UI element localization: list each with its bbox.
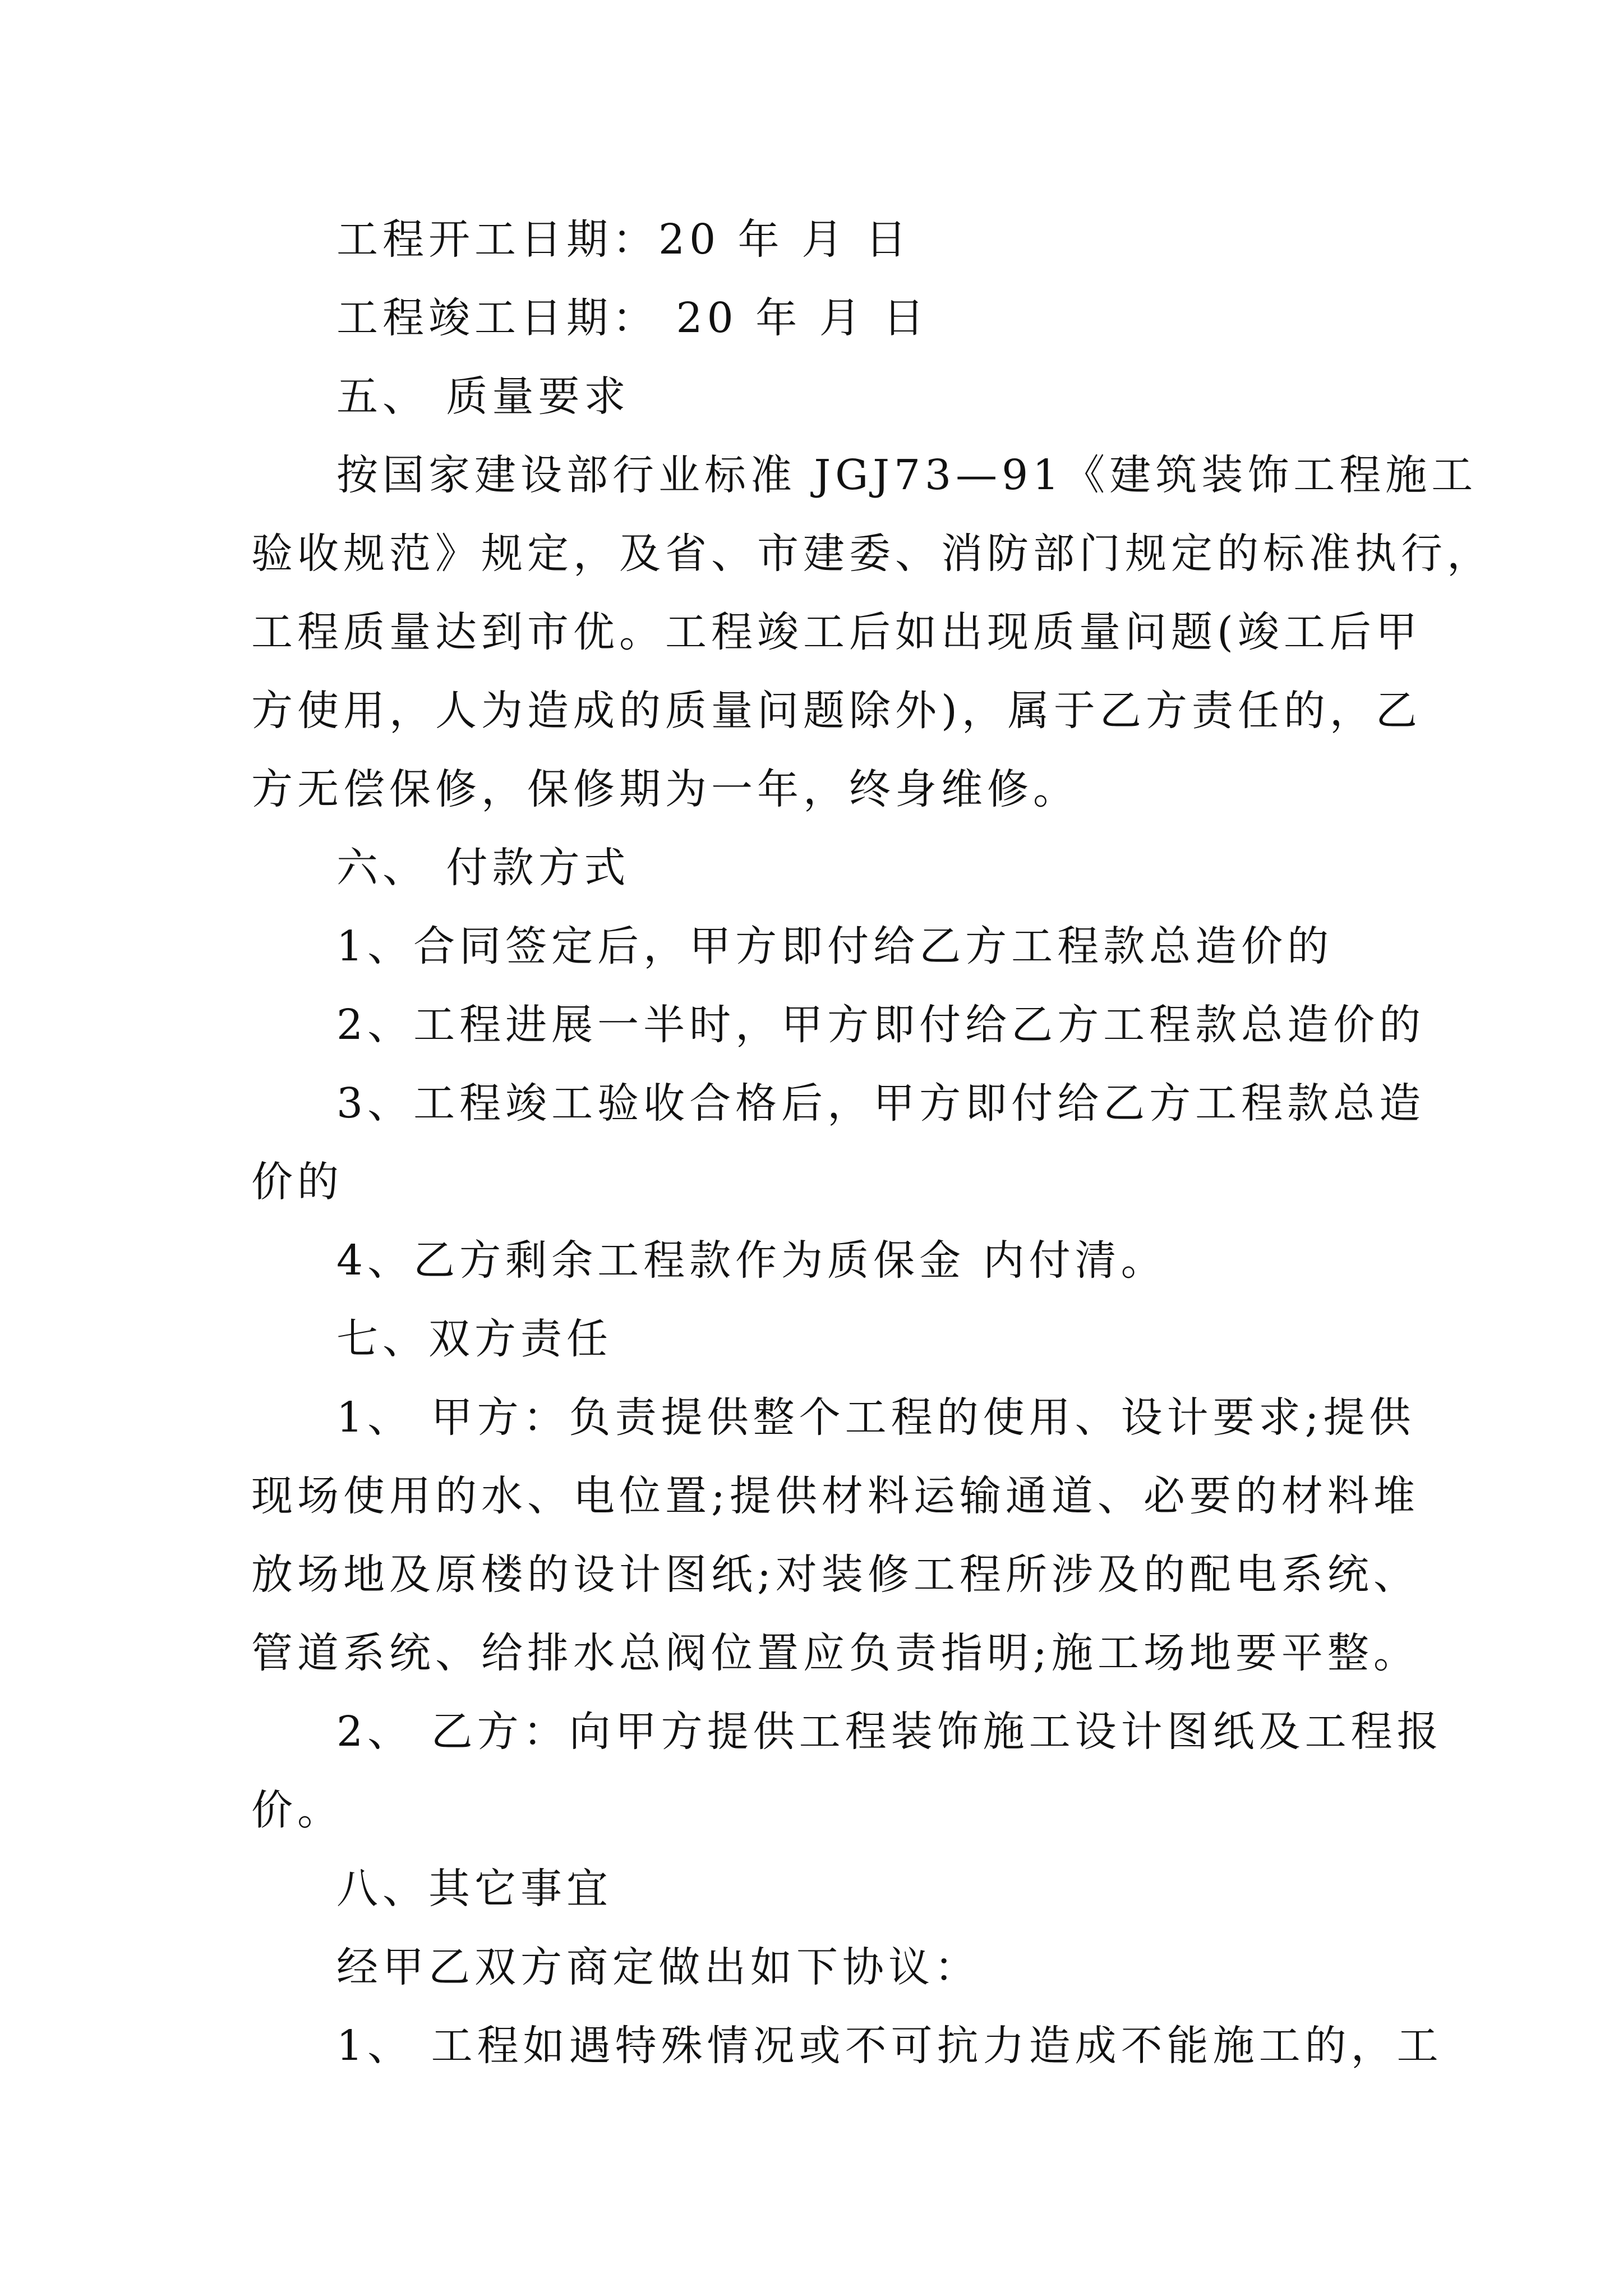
section-heading-quality: 五、 质量要求 — [336, 372, 630, 421]
section-heading-responsibilities: 七、双方责任 — [336, 1315, 612, 1363]
paragraph-line: 经甲乙双方商定做出如下协议： — [336, 1943, 980, 1991]
paragraph-line: 按国家建设部行业标准 JGJ73—91《建筑装饰工程施工 — [336, 451, 1478, 499]
paragraph-line: 工程质量达到市优。工程竣工后如出现质量问题(竣工后甲 — [251, 608, 1422, 656]
paragraph-line: 方无偿保修，保修期为一年，终身维修。 — [251, 765, 1079, 813]
paragraph-line: 方使用，人为造成的质量问题除外)，属于乙方责任的，乙 — [251, 687, 1422, 735]
start-date-line: 工程开工日期：20 年 月 日 — [336, 215, 911, 264]
responsibility-item: 2、 乙方：向甲方提供工程装饰施工设计图纸及工程报 — [336, 1708, 1443, 1756]
paragraph-line: 管道系统、给排水总阀位置应负责指明;施工场地要平整。 — [251, 1629, 1419, 1677]
completion-date-line: 工程竣工日期： 20 年 月 日 — [336, 294, 929, 342]
section-heading-other: 八、其它事宜 — [336, 1865, 612, 1913]
agreement-item: 1、 工程如遇特殊情况或不可抗力造成不能施工的，工 — [336, 2022, 1443, 2070]
section-heading-payment: 六、 付款方式 — [336, 844, 630, 892]
paragraph-line: 放场地及原楼的设计图纸;对装修工程所涉及的配电系统、 — [251, 1550, 1419, 1599]
payment-item: 1、合同签定后，甲方即付给乙方工程款总造价的 — [336, 922, 1334, 970]
payment-item: 3、工程竣工验收合格后，甲方即付给乙方工程款总造 — [336, 1079, 1426, 1128]
paragraph-line: 现场使用的水、电位置;提供材料运输通道、必要的材料堆 — [251, 1472, 1419, 1520]
paragraph-line: 价。 — [251, 1786, 343, 1834]
paragraph-line: 价的 — [251, 1158, 343, 1206]
payment-item: 4、乙方剩余工程款作为质保金 内付清。 — [336, 1236, 1167, 1285]
responsibility-item: 1、 甲方：负责提供整个工程的使用、设计要求;提供 — [336, 1393, 1415, 1442]
paragraph-line: 验收规范》规定，及省、市建委、消防部门规定的标准执行， — [251, 530, 1493, 578]
payment-item: 2、工程进展一半时，甲方即付给乙方工程款总造价的 — [336, 1001, 1426, 1049]
